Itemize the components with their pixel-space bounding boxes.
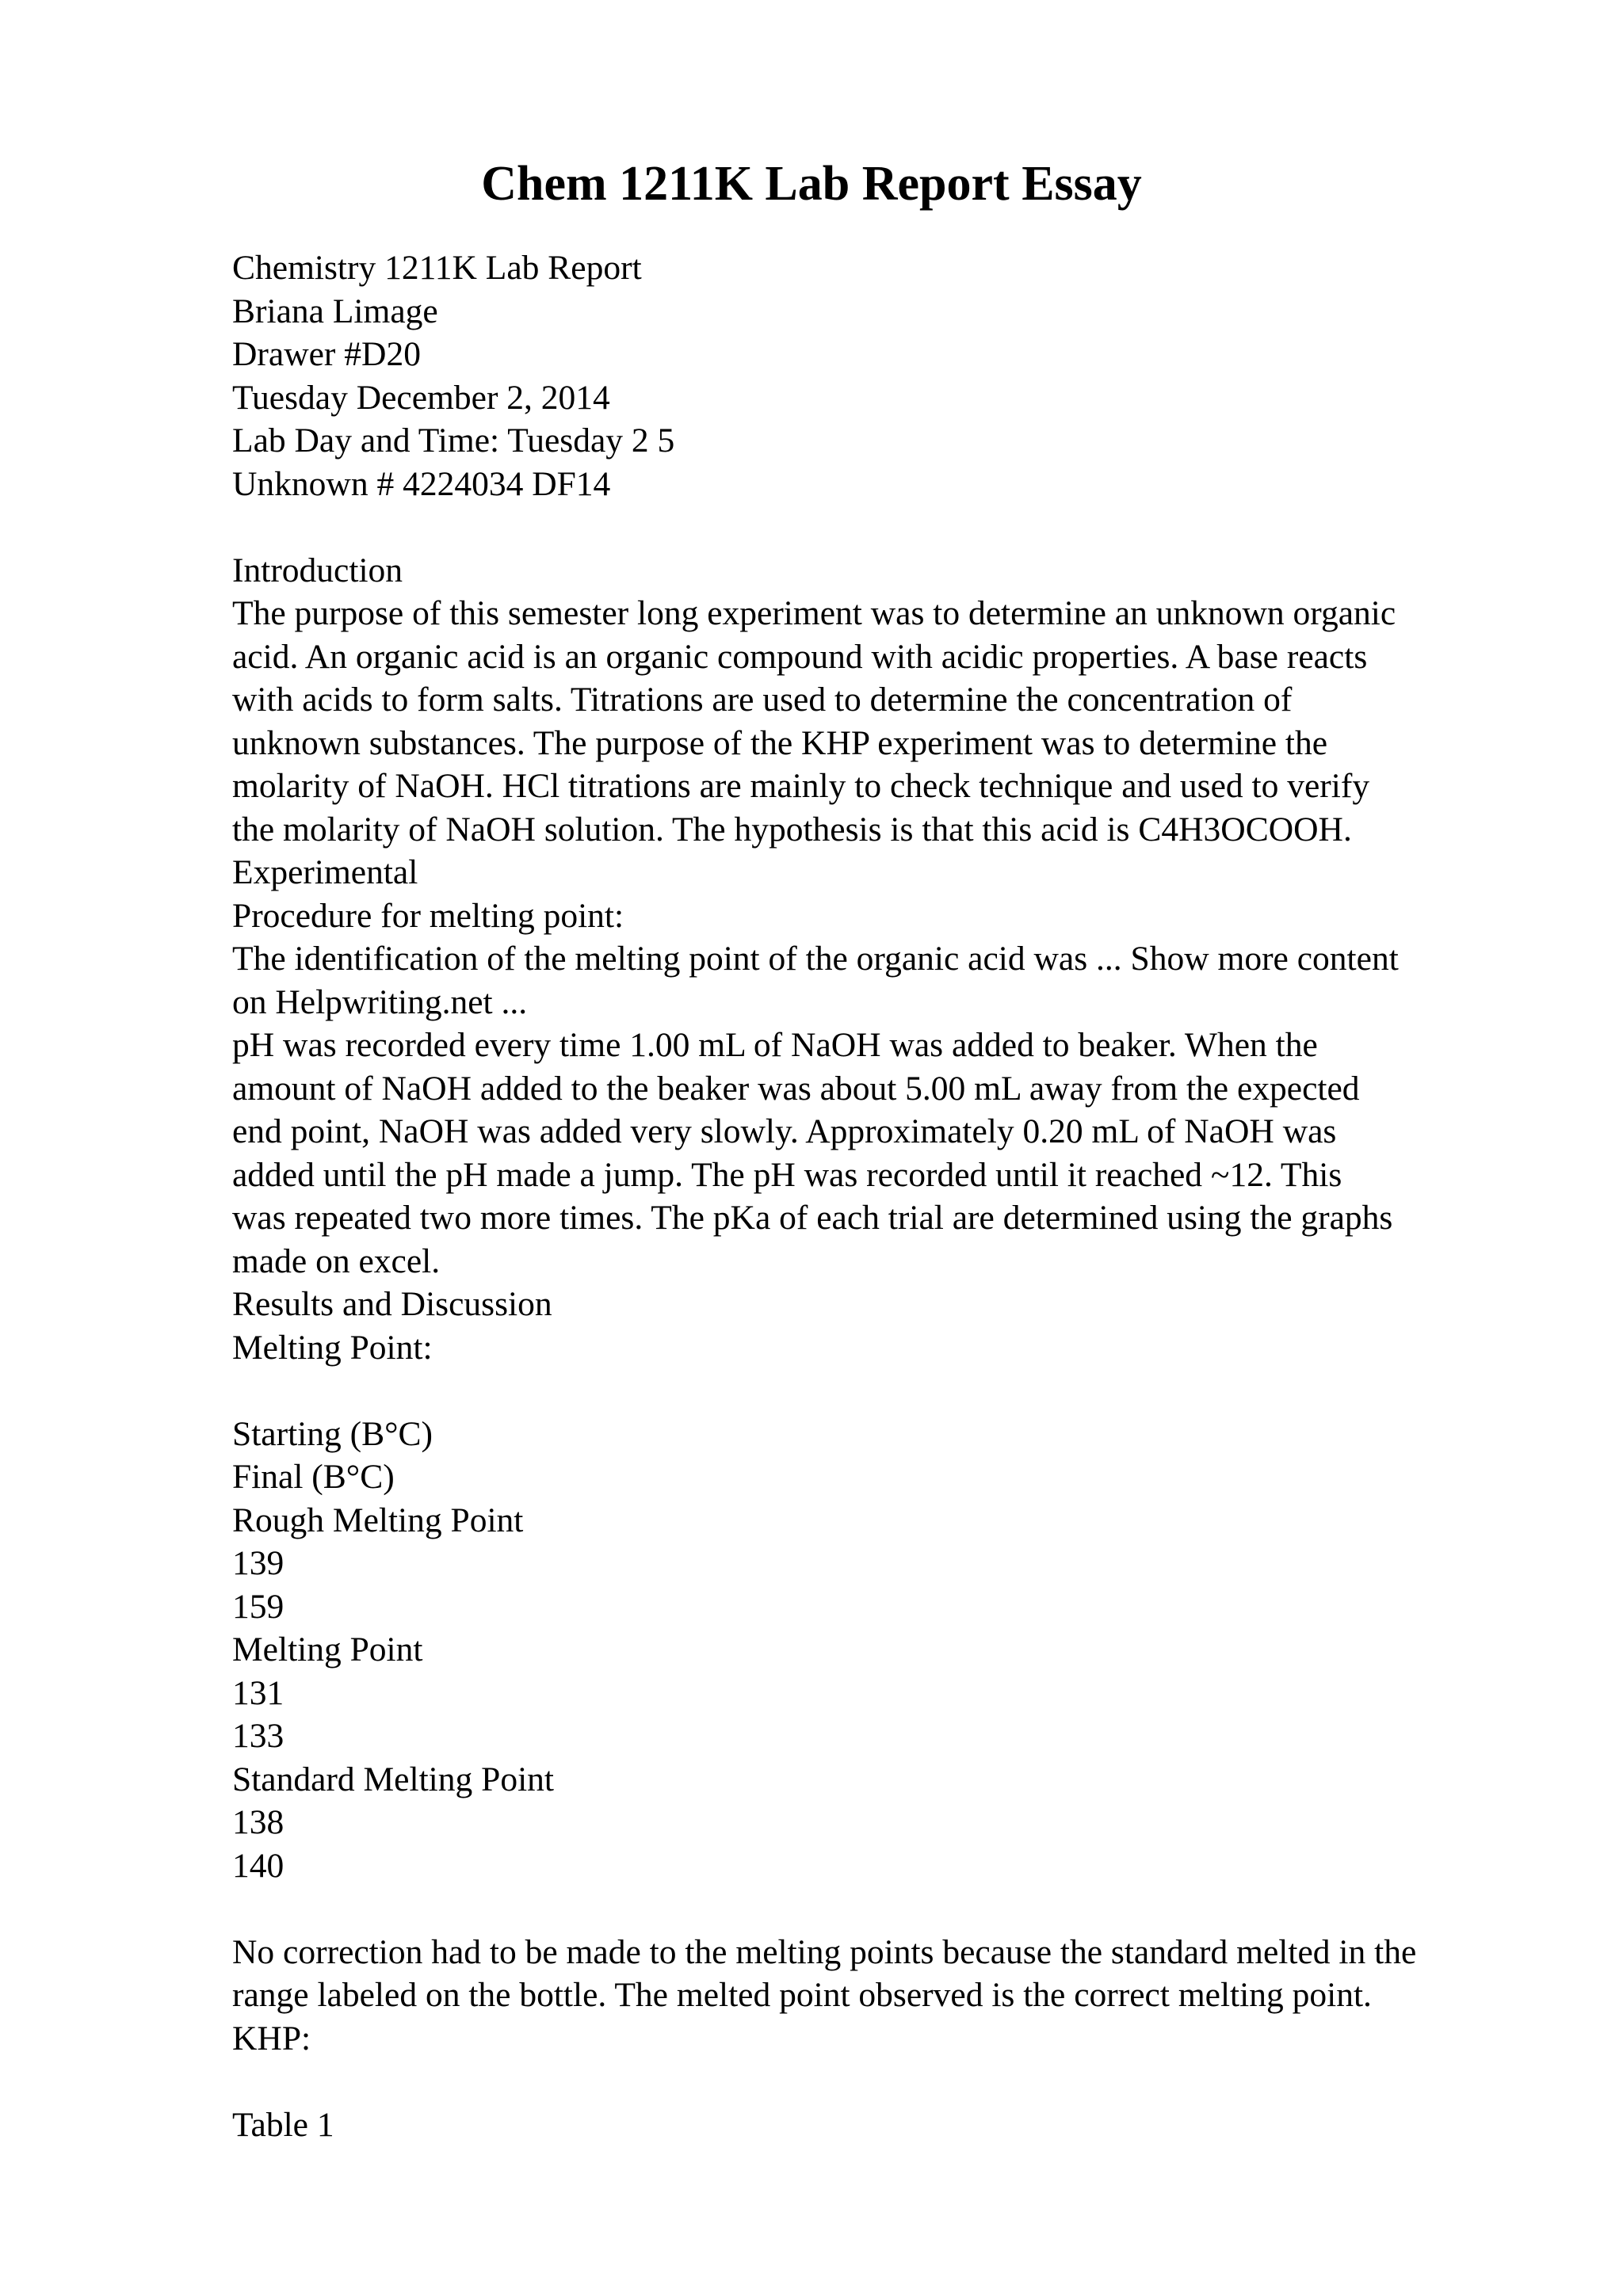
spacer <box>232 1887 1516 1931</box>
paragraph-line: made on excel. <box>232 1241 441 1280</box>
spacer <box>232 1369 1516 1413</box>
section-heading: Experimental <box>232 853 418 891</box>
spacer <box>232 2060 1516 2103</box>
section-heading: Results and Discussion <box>232 1285 552 1323</box>
paragraph-line: added until the pH made a jump. The pH was recorded until it reached ~12. This <box>232 1155 1342 1194</box>
paragraph-line: The identification of the melting point of the organic acid was ... Show more content <box>232 940 1399 978</box>
spacer <box>232 505 1516 549</box>
table-cell: 159 <box>232 1587 285 1626</box>
melting-point-table <box>232 1413 1516 1888</box>
table-row-label: Standard Melting Point <box>232 1760 554 1798</box>
drawer-line: Drawer #D20 <box>232 335 421 373</box>
paragraph-line: molarity of NaOH. HCl titrations are mainly to check technique and used to verify <box>232 767 1370 805</box>
paragraph-line: was repeated two more times. The pKa of each trial are determined using the graphs <box>232 1199 1393 1237</box>
paragraph-line: end point, NaOH was added very slowly. Approximately 0.20 mL of NaOH was <box>232 1112 1337 1150</box>
paragraph-line: on Helpwriting.net ... <box>232 982 528 1021</box>
table-cell: 139 <box>232 1544 285 1582</box>
table-row-label: Melting Point <box>232 1630 423 1669</box>
section-heading: Introduction <box>232 551 403 589</box>
khp-heading: KHP: <box>232 2019 311 2058</box>
subsection-heading: Procedure for melting point: <box>232 896 624 935</box>
table-cell: 131 <box>232 1673 285 1712</box>
table-column-header: Final (B°C) <box>232 1458 395 1496</box>
subsection-heading: Melting Point: <box>232 1328 433 1367</box>
document-title: Chem 1211K Lab Report Essay <box>481 157 1142 211</box>
table-row-label: Rough Melting Point <box>232 1501 524 1539</box>
paragraph-line: pH was recorded every time 1.00 mL of NaOH was added to beaker. When the <box>232 1026 1318 1064</box>
table-cell: 133 <box>232 1717 285 1755</box>
table-column-header: Starting (B°C) <box>232 1414 433 1453</box>
table-cell: 140 <box>232 1846 285 1885</box>
paragraph-line: acid. An organic acid is an organic compound with acidic properties. A base reacts <box>232 637 1368 676</box>
author-line: Briana Limage <box>232 292 438 330</box>
table-caption: Table 1 <box>232 2105 334 2144</box>
paragraph-line: unknown substances. The purpose of the KHP experiment was to determine the <box>232 723 1328 762</box>
header-block <box>232 246 1516 505</box>
paragraph-line: amount of NaOH added to the beaker was about 5.00 mL away from the expected <box>232 1069 1360 1108</box>
course-line: Chemistry 1211K Lab Report <box>232 249 642 287</box>
table-cell: 138 <box>232 1803 285 1841</box>
date-line: Tuesday December 2, 2014 <box>232 378 610 417</box>
experimental-section <box>232 851 1516 1283</box>
introduction-section <box>232 549 1516 852</box>
unknown-line: Unknown # 4224034 DF14 <box>232 464 611 503</box>
paragraph-line: with acids to form salts. Titrations are used to determine the concentration of <box>232 681 1293 719</box>
document-body <box>232 246 1516 2146</box>
paragraph-line: The purpose of this semester long experiment was to determine an unknown organic <box>232 594 1396 632</box>
results-section <box>232 1283 1516 2146</box>
paragraph-line: the molarity of NaOH solution. The hypothesis is that this acid is C4H3OCOOH. <box>232 810 1352 849</box>
paragraph-line: range labeled on the bottle. The melted point observed is the correct melting point. <box>232 1976 1372 2014</box>
lab-day-line: Lab Day and Time: Tuesday 2 5 <box>232 421 675 460</box>
paragraph-line: No correction had to be made to the melting points because the standard melted in the <box>232 1932 1417 1971</box>
